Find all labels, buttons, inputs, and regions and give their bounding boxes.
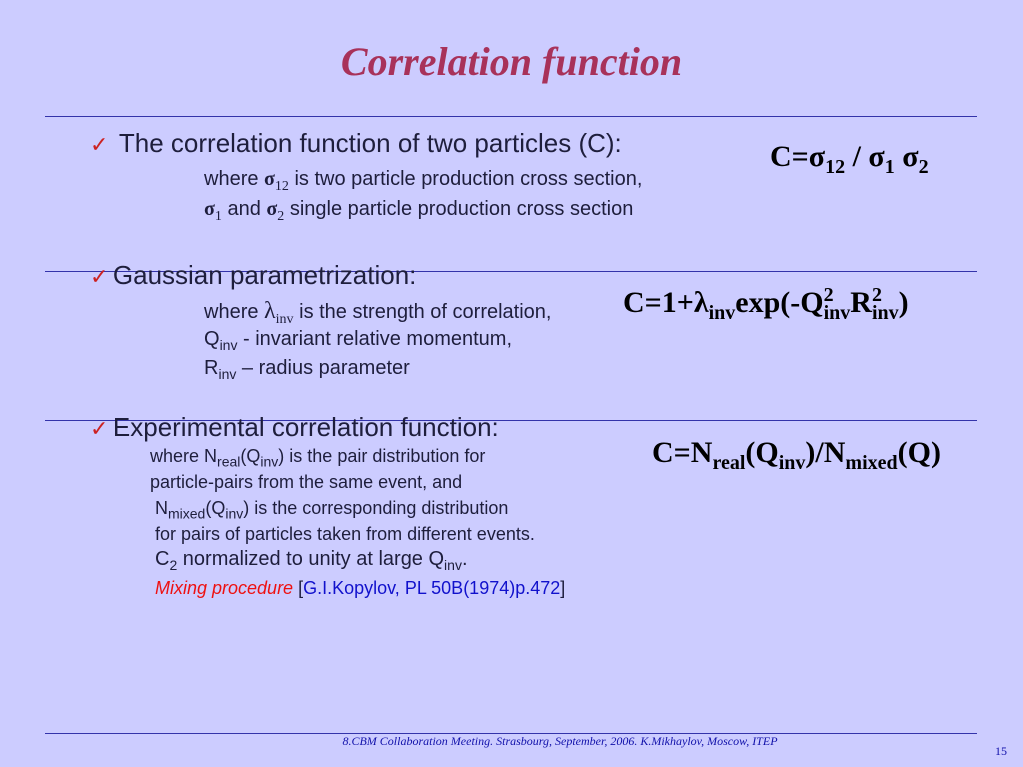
s3-line-3: $N_{mixed}(Q_{inv})$ is the corresponding distribution [155,498,509,522]
footer-text: 8.CBM Collaboration Meeting. Strasbourg, September, 2006. K.Mikhaylov, Moscow, ITEP [342,734,778,748]
s3-line-6: Mixing procedure [G.I.Kopylov, PL 50B(1974)p.472] [155,578,566,598]
s2-line-3: $R_{inv}$ – radius parameter [204,357,410,382]
s1-line-2: $\sigma_1$ and $\sigma_2$ single particle production cross section [204,198,634,224]
page-number: 15 [995,744,1007,758]
bullet-3 [90,412,499,443]
bullet-3-heading: Experimental correlation function: [112,412,499,442]
formula-gaussian: $C=1+\lambda_{inv}\exp(-Q^2_{inv}R^2_{inv})$ [623,284,909,324]
mixing-procedure-label: Mixing procedure [155,578,294,598]
bullet-2 [90,260,416,291]
checkmark-icon: ✓ [90,132,109,157]
slide-title: Correlation function [340,39,683,84]
s3-line-2: particle-pairs from the same event, and [150,472,463,492]
formula-experimental: $C=N_{real}(Q_{inv})/N_{mixed}(Q)$ [652,436,941,474]
bullet-1-heading: The correlation function of two particles (C): [118,128,622,158]
checkmark-icon: ✓ [90,264,109,289]
s1-line-1: where $\sigma_{12}$ is two particle production cross section, [204,168,643,194]
s3-line-1: where $N_{real}(Q_{inv})$ is the pair distribution for [150,446,486,470]
divider-1 [45,116,977,117]
reference-link[interactable]: G.I.Kopylov, [303,578,405,598]
s2-line-2: $Q_{inv}$ - invariant relative momentum, [204,328,513,353]
bullet-2-heading: Gaussian parametrization: [112,260,417,290]
bullet-1 [90,128,622,159]
reference-journal[interactable]: PL 50B(1974)p.472 [404,578,561,598]
s3-line-5: $C_2$ normalized to unity at large $Q_{inv}$. [155,548,468,573]
formula-correlation: $C=\sigma_{12} / \sigma_1$ $\sigma_2$ [770,140,929,178]
s2-line-1: where $\lambda_{inv}$ is the strength of correlation, [204,298,552,327]
s3-line-4: for pairs of particles taken from different events. [155,524,535,544]
checkmark-icon: ✓ [90,416,109,441]
